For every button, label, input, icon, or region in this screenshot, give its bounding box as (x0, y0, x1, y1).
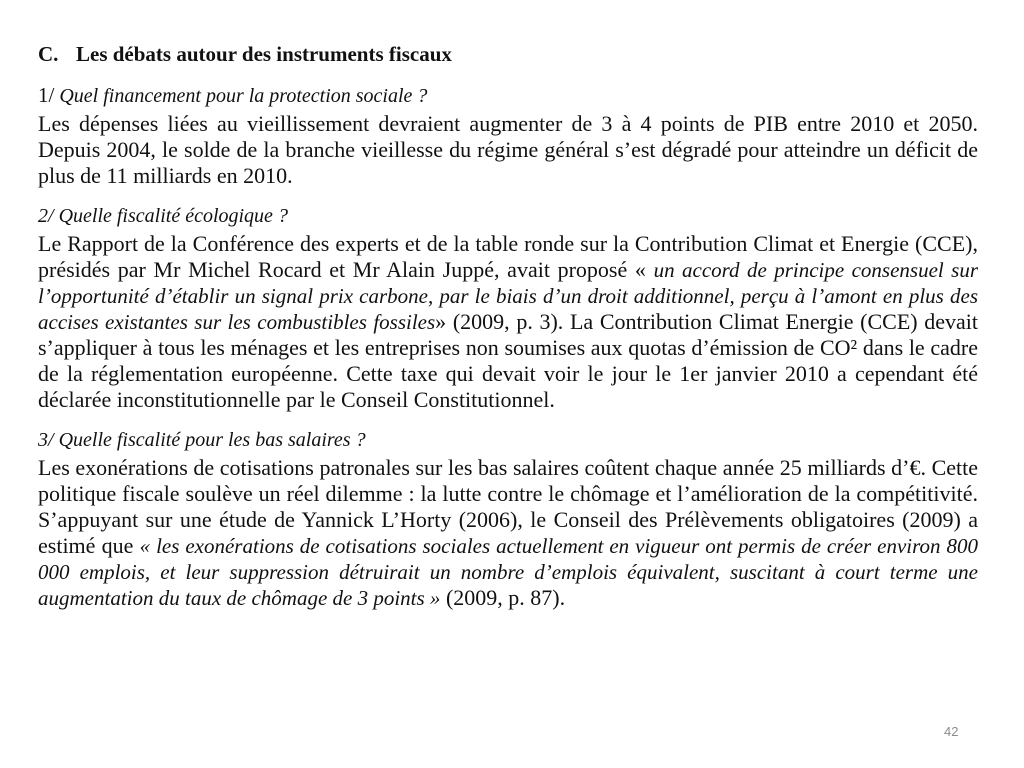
question-3-number: 3/ (38, 429, 54, 451)
question-3-paragraph (38, 455, 978, 611)
question-2-text: Quelle fiscalité écologique ? (58, 205, 288, 227)
question-3-quote: « les exonérations de cotisations sociales actuellement en vigueur ont permis de créer environ 800 000 emplois, et leur suppression détruirait un nombre d’emplois équivalent, suscitant à court terme une augmentation du taux de chômage de 3 points » (38, 534, 978, 610)
section-letter: C. (38, 42, 59, 66)
question-1-paragraph: Les dépenses liées au vieillissement devraient augmenter de 3 à 4 points de PIB entre 2010 et 2050. Depuis 2004, le solde de la branche vieillesse du régime général s’est dégradé pour atteindre un déficit de plus de 11 milliards en 2010. (38, 111, 978, 188)
question-3-text: Quelle fiscalité pour les bas salaires ? (58, 429, 366, 451)
question-2-paragraph (38, 231, 978, 413)
question-2-heading (38, 203, 978, 229)
question-2-quote: un accord de principe consensuel sur l’opportunité d’établir un signal prix carbone, par le biais d’un droit additionnel, perçu à l’amont en plus des accises existantes sur les combustibles fossiles (38, 258, 979, 334)
section-title (38, 40, 978, 68)
question-1-heading (38, 82, 978, 109)
question-2-number: 2/ (38, 205, 54, 227)
question-2-body-before: Le Rapport de la Conférence des experts et de la table ronde sur la Contribution Climat et Energie (CCE), présidés par Mr Michel Rocard et Mr Alain Juppé, avait proposé « (38, 231, 978, 282)
question-3-body-after: (2009, p. 87). (440, 585, 566, 610)
section-title-text: Les débats autour des instruments fiscaux (76, 42, 452, 66)
question-2-body-after: » (2009, p. 3). La Contribution Climat Energie (CCE) devait s’appliquer à tous les ménages et les entreprises non soumises aux quotas d’émission de CO² dans le cadre de la réglementation européenne. Cette taxe qui devait voir le jour le 1er janvier 2010 a cependant été déclarée inconstitutionnelle par le Conseil Constitutionnel. (38, 309, 978, 412)
slide-content (38, 40, 978, 625)
question-1-number: 1/ (38, 83, 55, 107)
question-3-heading (38, 427, 978, 453)
page-number: 42 (944, 724, 959, 739)
question-3-body-before: Les exonérations de cotisations patronales sur les bas salaires coûtent chaque année 25 milliards d’€. Cette politique fiscale soulève un réel dilemme : la lutte contre le chômage et l’amélioration de la compétitivité. S’appuyant sur une étude de Yannick L’Horty (2006), le Conseil des Prélèvements obligatoires (2009) a estimé que (38, 455, 978, 558)
question-1-text: Quel financement pour la protection sociale ? (59, 85, 428, 107)
